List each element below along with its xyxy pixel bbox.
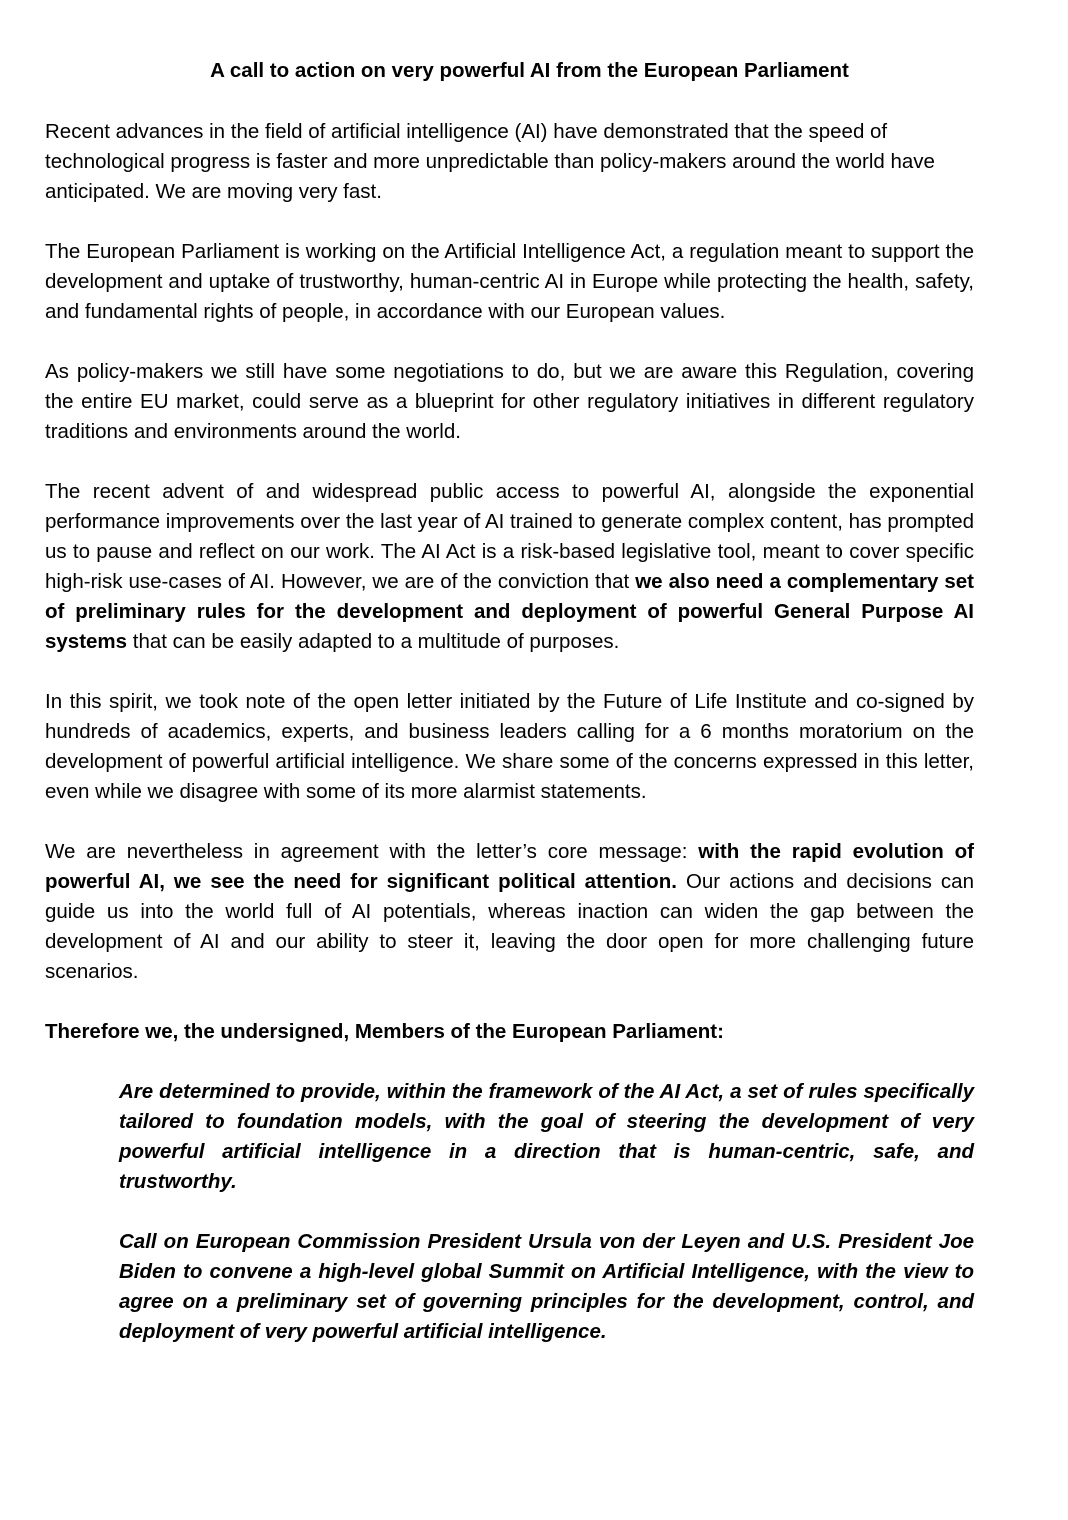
paragraph-6-text-start: We are nevertheless in agreement with the letter’s core message:: [45, 840, 699, 863]
paragraph-4-text-end: that can be easily adapted to a multitude of purposes.: [127, 630, 620, 653]
preamble: Therefore we, the undersigned, Members of the European Parliament:: [45, 1020, 724, 1043]
resolution-2: Call on European Commission President Ursula von der Leyen and U.S. President Joe Biden to convene a high-level global Summit on Artificial Intelligence, with the view to agree on a preliminary set of governing principles for the development, control, and deployment of very powerful artificial intelligence.: [119, 1230, 974, 1343]
resolution-1: Are determined to provide, within the framework of the AI Act, a set of rules specifically tailored to foundation models, with the goal of steering the development of very powerful artificial intelligence in a direction that is human-centric, safe, and trustworthy.: [119, 1080, 974, 1193]
paragraph-4-bold-text: we also need a complementary set of preliminary rules for the development and deployment of powerful General Purpose AI systems: [45, 570, 975, 653]
paragraph-4-text-start: The recent advent of and widespread public access to powerful AI, alongside the exponential performance improvements over the last year of AI trained to generate complex content, has prompted us to pause and reflect on our work. The AI Act is a risk-based legislative tool, meant to cover specific high-risk use-cases of AI. However, we are of the conviction that: [45, 480, 974, 593]
paragraph-3: As policy-makers we still have some negotiations to do, but we are aware this Regulation, covering the entire EU market, could serve as a blueprint for other regulatory initiatives in different regulatory traditions and environments around the world.: [45, 360, 974, 443]
paragraph-6-bold-text: with the rapid evolution of powerful AI, we see the need for significant political attention.: [45, 840, 974, 893]
paragraph-4: [45, 477, 974, 657]
paragraph-2: The European Parliament is working on the Artificial Intelligence Act, a regulation meant to support the development and uptake of trustworthy, human-centric AI in Europe while protecting the health, safety, and fundamental rights of people, in accordance with our European values.: [45, 240, 974, 323]
paragraph-5: In this spirit, we took note of the open letter initiated by the Future of Life Institute and co-signed by hundreds of academics, experts, and business leaders calling for a 6 months moratorium on the development of powerful artificial intelligence. We share some of the concerns expressed in this letter, even while we disagree with some of its more alarmist statements.: [45, 690, 974, 803]
paragraph-1: Recent advances in the field of artificial intelligence (AI) have demonstrated that the speed of technological progress is faster and more unpredictable than policy-makers around the world have anticipated. We are moving very fast.: [45, 120, 935, 203]
paragraph-6-text-end: Our actions and decisions can guide us into the world full of AI potentials, whereas inaction can widen the gap between the development of AI and our ability to steer it, leaving the door open for more challenging future scenarios.: [45, 870, 974, 983]
document-title: A call to action on very powerful AI from the European Parliament: [210, 59, 849, 82]
paragraph-6: [45, 837, 974, 987]
